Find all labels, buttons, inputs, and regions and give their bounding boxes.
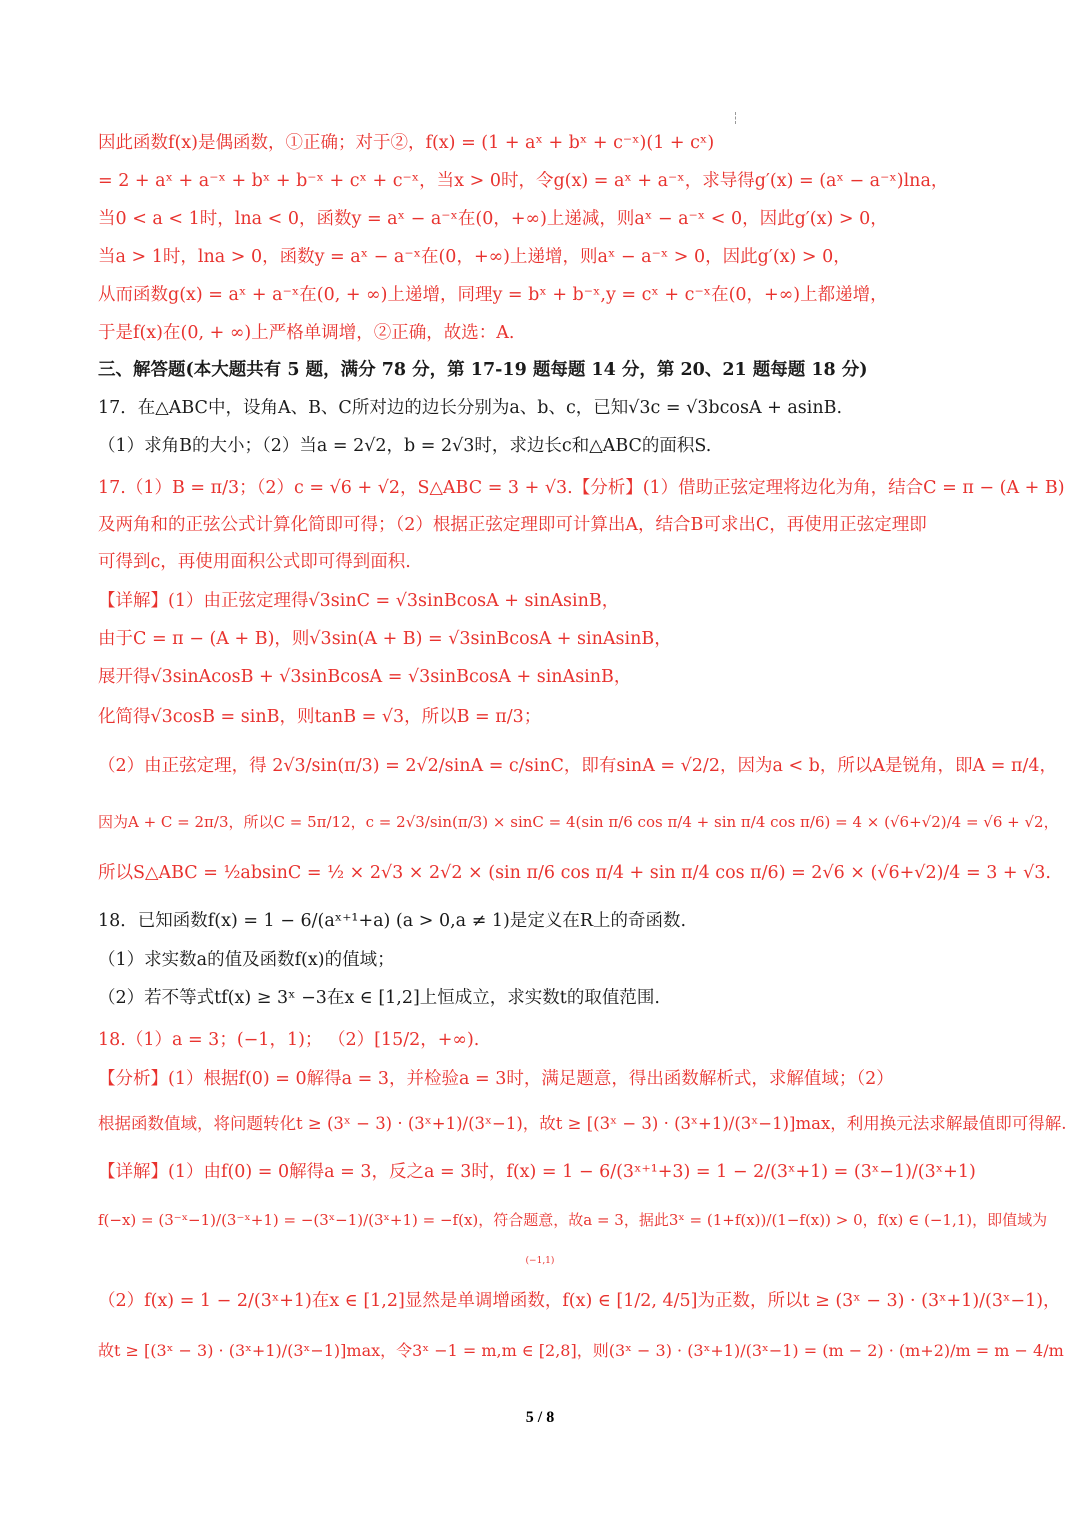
text-line: 【详解】(1）由f(0) = 0解得a = 3，反之a = 3时，f(x) = 1 − 6/(3ˣ⁺¹+3) = 1 − 2/(3ˣ+1) = (3ˣ−1)/(3ˣ+1): [98, 1162, 976, 1182]
text-line-centered: (−1,1): [525, 1256, 555, 1266]
question-18-part-2: （2）若不等式tf(x) ≥ 3ˣ −3在x ∈ [1,2]上恒成立，求实数t的取值范围.: [98, 988, 660, 1008]
text-line: = 2 + aˣ + a⁻ˣ + bˣ + b⁻ˣ + cˣ + c⁻ˣ，当x > 0时，令g(x) = aˣ + a⁻ˣ，求导得g′(x) = (aˣ − a⁻ˣ)lna，: [98, 171, 949, 191]
text-line: 及两角和的正弦公式计算化简即可得；（2）根据正弦定理即可计算出A，结合B可求出C，再使用正弦定理即: [98, 515, 927, 535]
text-line: 可得到c，再使用面积公式即可得到面积.: [98, 552, 411, 572]
text-line: 【分析】(1）根据f(0) = 0解得a = 3，并检验a = 3时，满足题意，得出函数解析式，求解值域；（2）: [98, 1069, 894, 1089]
text-line: 因此函数f(x)是偶函数，①正确；对于②，f(x) = (1 + aˣ + bˣ + c⁻ˣ)(1 + cˣ): [98, 133, 715, 153]
question-17: 17．在△ABC中，设角A、B、C所对边的边长分别为a、b、c，已知√3c = √3bcosA + asinB.: [98, 398, 843, 418]
text-line: f(−x) = (3⁻ˣ−1)/(3⁻ˣ+1) = −(3ˣ−1)/(3ˣ+1) = −f(x)，符合题意，故a = 3，据此3ˣ = (1+f(x))/(1−f(x)) > 0，f(x) ∈ (−1,1)，即值域为: [98, 1211, 1048, 1229]
text-line: 当a > 1时，lna > 0，函数y = aˣ − a⁻ˣ在(0，+∞)上递增，则aˣ − a⁻ˣ > 0，因此g′(x) > 0，: [98, 247, 851, 267]
question-17-parts: （1）求角B的大小；（2）当a = 2√2，b = 2√3时，求边长c和△ABC的面积S.: [98, 436, 712, 456]
margin-mark: [735, 112, 737, 124]
text-line: （2）f(x) = 1 − 2/(3ˣ+1)在x ∈ [1,2]显然是单调增函数，f(x) ∈ [1/2, 4/5]为正数，所以t ≥ (3ˣ − 3) · (3ˣ+1)/(3ˣ−1)，: [98, 1291, 1061, 1311]
text-line: 【详解】(1）由正弦定理得√3sinC = √3sinBcosA + sinAsinB，: [98, 591, 620, 611]
text-line: 因为A + C = 2π/3，所以C = 5π/12，c = 2√3/sin(π/3) × sinC = 4(sin π/6 cos π/4 + sin π/4 cos π/6) = 4 × (√6+√2)/4 = √6 + √2，: [98, 813, 1059, 831]
answer-17: 17.（1）B = π/3；（2）c = √6 + √2，S△ABC = 3 + √3.【分析】(1）借助正弦定理将边化为角，结合C = π − (A + B): [98, 478, 1065, 498]
text-line: 根据函数值域，将问题转化t ≥ (3ˣ − 3) · (3ˣ+1)/(3ˣ−1)，故t ≥ [(3ˣ − 3) · (3ˣ+1)/(3ˣ−1)]max，利用换元法求解最值即可得解.: [98, 1114, 1067, 1133]
text-line: 当0 < a < 1时，lna < 0，函数y = aˣ − a⁻ˣ在(0，+∞)上递减，则aˣ − a⁻ˣ < 0，因此g′(x) > 0，: [98, 209, 888, 229]
text-line: 展开得√3sinAcosB + √3sinBcosA = √3sinBcosA + sinAsinB，: [98, 667, 632, 687]
text-line: 化简得√3cosB = sinB，则tanB = √3，所以B = π/3；: [98, 707, 542, 727]
section-heading: 三、解答题(本大题共有 5 题，满分 78 分，第 17-19 题每题 14 分，第 20、21 题每题 18 分): [98, 360, 868, 380]
text-line: （2）由正弦定理，得 2√3/sin(π/3) = 2√2/sinA = c/sinC，即有sinA = √2/2，因为a < b，所以A是锐角，即A = π/4，: [98, 756, 1057, 776]
page-number: 5 / 8: [525, 1409, 555, 1426]
text-line: 所以S△ABC = ½absinC = ½ × 2√3 × 2√2 × (sin π/6 cos π/4 + sin π/4 cos π/6) = 2√6 × (√6+√2)/4 = 3 + √3.: [98, 863, 1051, 883]
question-18: 18．已知函数f(x) = 1 − 6/(aˣ⁺¹+a) (a > 0,a ≠ 1)是定义在R上的奇函数.: [98, 911, 687, 931]
text-line: 从而函数g(x) = aˣ + a⁻ˣ在(0, + ∞)上递增，同理y = bˣ + b⁻ˣ,y = cˣ + c⁻ˣ在(0，+∞)上都递增，: [98, 285, 888, 305]
text-line: 于是f(x)在(0, + ∞)上严格单调增，②正确，故选：A.: [98, 323, 515, 343]
text-line: 故t ≥ [(3ˣ − 3) · (3ˣ+1)/(3ˣ−1)]max，令3ˣ −1 = m,m ∈ [2,8]，则(3ˣ − 3) · (3ˣ+1)/(3ˣ−1) = (m − 2) · (m+2)/m = m − 4/m: [98, 1341, 1064, 1360]
answer-18: 18.（1）a = 3；(−1，1)； （2）[15/2，+∞).: [98, 1030, 480, 1050]
text-line: 由于C = π − (A + B)，则√3sin(A + B) = √3sinBcosA + sinAsinB，: [98, 629, 672, 649]
question-18-part-1: （1）求实数a的值及函数f(x)的值域；: [98, 950, 395, 970]
